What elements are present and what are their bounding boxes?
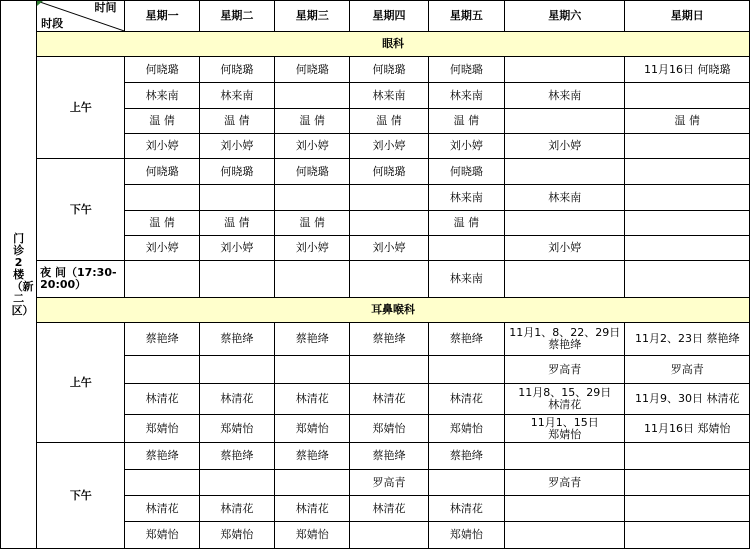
doctor-cell (350, 57, 428, 83)
doctor-cell (504, 261, 624, 298)
department-title: 耳鼻喉科 (37, 298, 750, 323)
doctor-cell (125, 57, 199, 83)
doctor-cell-text: 11月9、30日 林清花 (634, 392, 740, 405)
doctor-cell (199, 109, 274, 134)
doctor-cell-text: 罗高青 (548, 475, 582, 489)
doctor-cell (125, 384, 199, 415)
doctor-cell-text: 林清花 (295, 392, 329, 405)
doctor-cell (125, 261, 199, 298)
doctor-cell (125, 159, 199, 185)
doctor-cell-text: 温 倩 (224, 216, 250, 229)
doctor-cell (275, 323, 350, 356)
doctor-cell-text: 郑婧怡 (449, 421, 483, 435)
doctor-cell-text: 郑婧怡 (145, 421, 179, 435)
doctor-cell-text: 郑婧怡 (220, 528, 254, 541)
doctor-cell (625, 522, 750, 549)
doctor-cell (625, 159, 750, 185)
period-label: 时段 (41, 17, 64, 30)
doctor-cell (199, 236, 274, 261)
doctor-cell (125, 415, 199, 443)
doctor-cell (428, 236, 504, 261)
doctor-cell (199, 443, 274, 470)
doctor-cell (275, 109, 350, 134)
doctor-cell (504, 443, 624, 470)
header-row (1, 1, 750, 32)
doctor-cell (504, 323, 624, 356)
doctor-cell-text: 何晓璐 (145, 62, 179, 76)
doctor-cell-text: 林来南 (372, 88, 406, 102)
doctor-cell (199, 57, 274, 83)
doctor-cell (504, 211, 624, 236)
department-row (1, 298, 750, 323)
doctor-cell (350, 522, 428, 549)
doctor-cell (275, 211, 350, 236)
doctor-cell (350, 185, 428, 211)
schedule-row (1, 57, 750, 83)
doctor-cell-text: 何晓璐 (449, 62, 483, 76)
doctor-cell-text: 林来南 (145, 88, 179, 102)
doctor-cell (504, 236, 624, 261)
doctor-cell (199, 470, 274, 496)
doctor-cell (625, 443, 750, 470)
doctor-cell (199, 415, 274, 443)
doctor-cell (275, 356, 350, 384)
doctor-cell-text: 蔡艳绛 (145, 449, 179, 462)
name-line: 林清花 (548, 398, 582, 411)
doctor-cell (428, 522, 504, 549)
doctor-cell-text: 林清花 (145, 501, 179, 515)
doctor-cell-text: 林清花 (449, 392, 483, 405)
doctor-cell (275, 236, 350, 261)
doctor-cell (350, 470, 428, 496)
doctor-cell-text: 郑婧怡 (145, 528, 179, 541)
doctor-cell-text (505, 387, 624, 411)
weekday-header: 星期一 (125, 1, 199, 32)
doctor-cell (350, 415, 428, 443)
doctor-cell (125, 211, 199, 236)
doctor-cell (504, 57, 624, 83)
doctor-cell (428, 159, 504, 185)
doctor-cell (428, 83, 504, 109)
doctor-cell (428, 356, 504, 384)
doctor-cell (625, 83, 750, 109)
doctor-cell-text: 蔡艳绛 (449, 449, 483, 462)
doctor-cell (625, 415, 750, 443)
doctor-cell (275, 384, 350, 415)
doctor-cell-text: 郑婧怡 (220, 421, 254, 435)
doctor-cell (275, 134, 350, 159)
doctor-cell (428, 470, 504, 496)
doctor-cell (350, 83, 428, 109)
doctor-cell (199, 211, 274, 236)
doctor-cell (504, 109, 624, 134)
doctor-cell-text: 林来南 (548, 190, 582, 204)
doctor-cell-text: 罗高青 (372, 475, 406, 489)
doctor-cell (504, 415, 624, 443)
doctor-cell (625, 470, 750, 496)
doctor-cell (125, 443, 199, 470)
doctor-cell-text: 温 倩 (299, 114, 325, 127)
doctor-cell-text: 刘小婷 (372, 139, 406, 152)
weekday-header: 星期日 (625, 1, 750, 32)
doctor-cell-text: 温 倩 (674, 114, 700, 127)
doctor-cell-text: 何晓璐 (220, 62, 254, 76)
location-cell (1, 1, 37, 549)
doctor-cell-text: 蔡艳绛 (220, 449, 254, 462)
name-line: 郑婧怡 (548, 427, 582, 441)
doctor-cell (625, 185, 750, 211)
doctor-cell (125, 470, 199, 496)
doctor-cell (504, 356, 624, 384)
doctor-cell (350, 384, 428, 415)
doctor-cell (275, 522, 350, 549)
location-label: 门诊2楼（新二区） (11, 231, 34, 317)
period-morning: 上午 (37, 57, 125, 159)
doctor-cell (199, 496, 274, 522)
doctor-cell (275, 57, 350, 83)
period-night: 夜 间（17:30-20:00） (37, 261, 125, 298)
doctor-cell (504, 522, 624, 549)
doctor-cell (125, 83, 199, 109)
doctor-cell (199, 83, 274, 109)
period-afternoon: 下午 (37, 159, 125, 261)
doctor-cell (199, 134, 274, 159)
doctor-cell-text: 11月16日 郑婧怡 (643, 421, 731, 435)
doctor-cell (625, 134, 750, 159)
doctor-cell-text: 何晓璐 (220, 164, 254, 178)
department-row (1, 32, 750, 57)
doctor-cell (350, 134, 428, 159)
doctor-cell (504, 185, 624, 211)
date-line: 11月1、8、22、29日 (509, 326, 621, 339)
doctor-cell-text: 刘小婷 (295, 241, 329, 254)
doctor-cell (199, 159, 274, 185)
doctor-cell-text: 刘小婷 (220, 139, 254, 152)
doctor-cell (125, 185, 199, 211)
doctor-cell (275, 443, 350, 470)
doctor-cell (199, 261, 274, 298)
doctor-cell-text: 蔡艳绛 (449, 332, 483, 345)
doctor-cell (504, 159, 624, 185)
weekday-header: 星期二 (199, 1, 274, 32)
doctor-cell-text: 林来南 (449, 88, 483, 102)
doctor-cell (199, 522, 274, 549)
doctor-cell (275, 185, 350, 211)
doctor-cell-text: 蔡艳绛 (372, 449, 406, 462)
doctor-cell (275, 261, 350, 298)
doctor-cell (275, 159, 350, 185)
doctor-cell-text: 11月16日 何晓璐 (643, 62, 731, 76)
doctor-cell-text: 温 倩 (453, 114, 480, 127)
doctor-cell (428, 496, 504, 522)
doctor-cell (428, 323, 504, 356)
doctor-cell-text: 罗高青 (670, 362, 704, 376)
doctor-cell (428, 57, 504, 83)
doctor-cell-text: 何晓璐 (145, 164, 179, 178)
doctor-cell (125, 522, 199, 549)
weekday-header: 星期五 (428, 1, 504, 32)
doctor-cell (428, 211, 504, 236)
doctor-cell (625, 323, 750, 356)
doctor-cell-text: 蔡艳绛 (145, 332, 179, 345)
doctor-cell (125, 236, 199, 261)
doctor-cell-text: 林清花 (449, 501, 483, 515)
time-label: 时间 (94, 1, 117, 14)
doctor-cell-text: 郑婧怡 (295, 528, 329, 541)
doctor-cell (350, 109, 428, 134)
night-row (1, 261, 750, 298)
doctor-cell (350, 356, 428, 384)
doctor-cell (625, 109, 750, 134)
doctor-cell (199, 384, 274, 415)
doctor-cell-text: 11月2、23日 蔡艳绛 (634, 332, 740, 345)
date-line: 11月8、15、29日 (518, 386, 612, 399)
doctor-cell-text: 刘小婷 (372, 241, 406, 254)
doctor-cell (428, 443, 504, 470)
doctor-cell (428, 384, 504, 415)
doctor-cell-text: 林来南 (220, 88, 254, 102)
doctor-cell-text: 温 倩 (149, 114, 175, 127)
weekday-header: 星期四 (350, 1, 428, 32)
doctor-cell (428, 261, 504, 298)
doctor-cell (625, 236, 750, 261)
doctor-cell-text: 温 倩 (149, 216, 175, 229)
doctor-cell-text: 郑婧怡 (372, 421, 406, 435)
doctor-cell-text: 何晓璐 (449, 164, 483, 178)
doctor-cell (350, 443, 428, 470)
doctor-cell-text: 蔡艳绛 (295, 332, 329, 345)
doctor-cell-text: 刘小婷 (145, 241, 179, 254)
doctor-cell-text: 何晓璐 (295, 62, 329, 76)
weekday-header: 星期三 (275, 1, 350, 32)
doctor-cell-text: 郑婧怡 (449, 528, 483, 541)
doctor-cell (350, 159, 428, 185)
doctor-cell-text: 刘小婷 (548, 139, 582, 152)
doctor-cell (504, 83, 624, 109)
weekday-header: 星期六 (504, 1, 624, 32)
doctor-cell (625, 384, 750, 415)
period-morning: 上午 (37, 323, 125, 443)
doctor-cell-text: 林来南 (449, 190, 483, 204)
doctor-cell-text: 何晓璐 (372, 62, 406, 76)
doctor-cell-text: 刘小婷 (145, 139, 179, 152)
doctor-cell (428, 134, 504, 159)
doctor-cell-text: 蔡艳绛 (220, 332, 254, 345)
doctor-cell-text: 刘小婷 (548, 241, 582, 254)
doctor-cell-text: 蔡艳绛 (295, 449, 329, 462)
doctor-cell-text: 温 倩 (376, 114, 402, 127)
doctor-cell-text: 郑婧怡 (295, 421, 329, 435)
doctor-cell (125, 356, 199, 384)
date-line: 11月1、15日 (530, 415, 599, 429)
doctor-cell-text: 蔡艳绛 (372, 332, 406, 345)
doctor-cell-text: 何晓璐 (372, 164, 406, 178)
doctor-cell-text: 林清花 (295, 501, 329, 515)
doctor-cell (275, 496, 350, 522)
doctor-cell (504, 134, 624, 159)
doctor-cell (428, 185, 504, 211)
doctor-cell (625, 496, 750, 522)
doctor-cell (625, 211, 750, 236)
doctor-cell (504, 384, 624, 415)
doctor-cell-text: 何晓璐 (295, 164, 329, 178)
doctor-cell-text: 温 倩 (453, 216, 480, 229)
doctor-cell (275, 83, 350, 109)
doctor-cell (350, 323, 428, 356)
doctor-cell (350, 496, 428, 522)
doctor-cell (125, 496, 199, 522)
schedule-row (1, 443, 750, 470)
schedule-row (1, 323, 750, 356)
doctor-cell-text: 温 倩 (299, 216, 325, 229)
doctor-cell (504, 470, 624, 496)
period-afternoon: 下午 (37, 443, 125, 549)
doctor-cell (199, 323, 274, 356)
doctor-cell-text: 林清花 (372, 392, 406, 405)
doctor-cell (350, 211, 428, 236)
doctor-cell (125, 134, 199, 159)
doctor-cell (275, 470, 350, 496)
doctor-cell (625, 356, 750, 384)
doctor-cell (504, 496, 624, 522)
department-title: 眼科 (37, 32, 750, 57)
doctor-cell (625, 57, 750, 83)
schedule-row (1, 159, 750, 185)
doctor-cell (125, 323, 199, 356)
doctor-cell-text (505, 327, 624, 351)
doctor-cell-text (505, 417, 624, 441)
corner-cell (37, 1, 125, 32)
doctor-cell-text: 林清花 (145, 392, 179, 405)
doctor-cell-text: 罗高青 (548, 362, 582, 376)
doctor-cell-text: 林清花 (220, 392, 254, 405)
doctor-cell-text: 刘小婷 (295, 139, 329, 152)
doctor-cell (428, 415, 504, 443)
doctor-cell-text: 林来南 (548, 88, 582, 102)
doctor-cell (350, 261, 428, 298)
doctor-cell-text: 林清花 (372, 501, 406, 515)
doctor-cell (428, 109, 504, 134)
doctor-cell (125, 109, 199, 134)
doctor-cell (350, 236, 428, 261)
name-line: 蔡艳绛 (548, 338, 582, 351)
doctor-cell (275, 415, 350, 443)
doctor-cell-text: 刘小婷 (220, 241, 254, 254)
doctor-cell-text: 林来南 (449, 272, 483, 285)
doctor-cell-text: 温 倩 (224, 114, 250, 127)
doctor-cell (199, 356, 274, 384)
doctor-cell (625, 261, 750, 298)
doctor-cell-text: 林清花 (220, 501, 254, 515)
doctor-cell-text: 刘小婷 (449, 139, 483, 152)
doctor-cell (199, 185, 274, 211)
